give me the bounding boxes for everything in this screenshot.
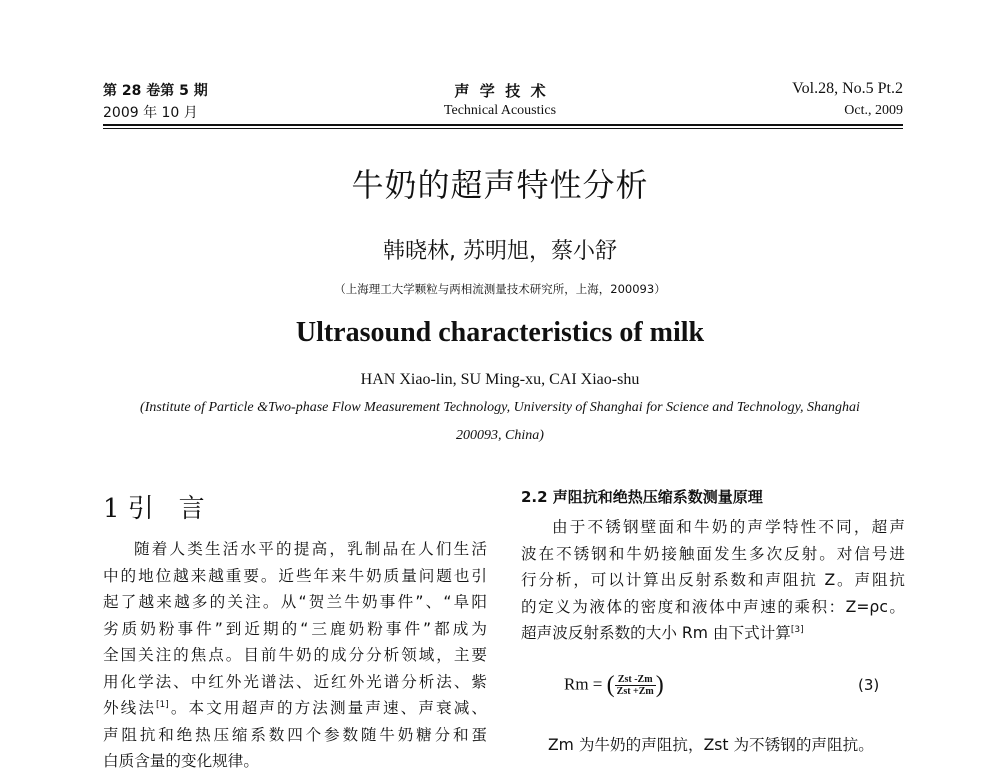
section1-line: 劣质奶粉事件”到近期的“三鹿奶粉事件”都成为 <box>103 619 487 638</box>
header-date-en: Oct., 2009 <box>844 103 903 118</box>
section22-line: 波在不锈钢和牛奶接触面发生多次反射。对信号进 <box>521 544 905 563</box>
equation-lhs: Rm = <box>564 674 607 694</box>
citation-ref-3[interactable]: [3] <box>790 624 804 635</box>
title-cn: 牛奶的超声特性分析 <box>351 166 649 204</box>
authors-cn: 韩晓林, 苏明旭，蔡小舒 <box>383 239 617 264</box>
section1-heading: 1 引 言 <box>103 494 205 524</box>
paren-left: ( <box>606 672 615 698</box>
section1-line: 白质含量的变化规律。 <box>103 752 259 770</box>
header-journal-en: Technical Acoustics <box>443 103 557 118</box>
citation-ref-1[interactable]: [1] <box>156 699 169 710</box>
fraction-numerator: Zst -Zm <box>615 674 656 686</box>
fraction-denominator: Zst +Zm <box>616 686 654 697</box>
header-rule-thin <box>103 128 903 129</box>
affiliation-cn: （上海理工大学颗粒与两相流测量技术研究所，上海，200093） <box>334 282 666 296</box>
section22-line5: 超声波反射系数的大小 Rm 由下式计算 <box>521 624 791 642</box>
section22-body <box>521 514 905 647</box>
section1-line: 中的地位越来越重要。近些年来牛奶质量问题也引 <box>103 566 487 585</box>
section1-line: 用化学法、中红外光谱法、近红外光谱分析法、紫 <box>103 672 487 691</box>
affiliation-en-line1: (Institute of Particle &Two-phase Flow Measurement Technology, University of Shanghai for Science and Technology, Shanghai <box>140 400 860 415</box>
paren-right: ) <box>655 672 664 698</box>
equation-number: (3) <box>858 676 880 694</box>
section1-line: 全国关注的焦点。目前牛奶的成分分析领域，主要 <box>103 646 487 664</box>
section1-body <box>103 536 487 775</box>
section1-line7-rest: 。本文用超声的方法测量声速、声衰减、 <box>168 699 487 717</box>
header-volume-en: Vol.28, No.5 Pt.2 <box>792 80 903 97</box>
header-rule <box>103 124 903 126</box>
section1-line: 随着人类生活水平的提高，乳制品在人们生活 <box>134 540 487 558</box>
equation-definitions: Zm 为牛奶的声阻抗，Zst 为不锈钢的声阻抗。 <box>548 736 874 754</box>
section22-line: 的定义为液体的密度和液体中声速的乘积：Z=ρc。 <box>521 597 905 616</box>
header-date-cn: 2009 年 10 月 <box>103 105 198 121</box>
section1-line: 声阻抗和绝热压缩系数四个参数随牛奶糖分和蛋 <box>103 725 487 744</box>
header-volume-cn: 第 28 卷第 5 期 <box>103 83 208 99</box>
section1-line: 起了越来越多的关注。从“贺兰牛奶事件”、“阜阳 <box>103 593 487 611</box>
section22-heading: 2.2 声阻抗和绝热压缩系数测量原理 <box>521 488 763 506</box>
section22-line: 由于不锈钢壁面和牛奶的声学特性不同，超声 <box>552 518 905 536</box>
header-journal-cn: 声 学 技 术 <box>454 82 546 100</box>
affiliation-en-line2: 200093, China) <box>456 428 544 443</box>
section1-line-with-ref <box>103 695 487 722</box>
section22-line: 行分析，可以计算出反射系数和声阻抗 Z。声阻抗 <box>521 571 905 589</box>
equation-fraction <box>615 674 656 697</box>
equation-3 <box>564 672 664 699</box>
title-en: Ultrasound characteristics of milk <box>295 317 705 348</box>
section1-line7-start: 外线法 <box>103 699 157 717</box>
section22-line-with-ref <box>521 620 905 647</box>
authors-en: HAN Xiao-lin, SU Ming-xu, CAI Xiao-shu <box>360 371 640 388</box>
